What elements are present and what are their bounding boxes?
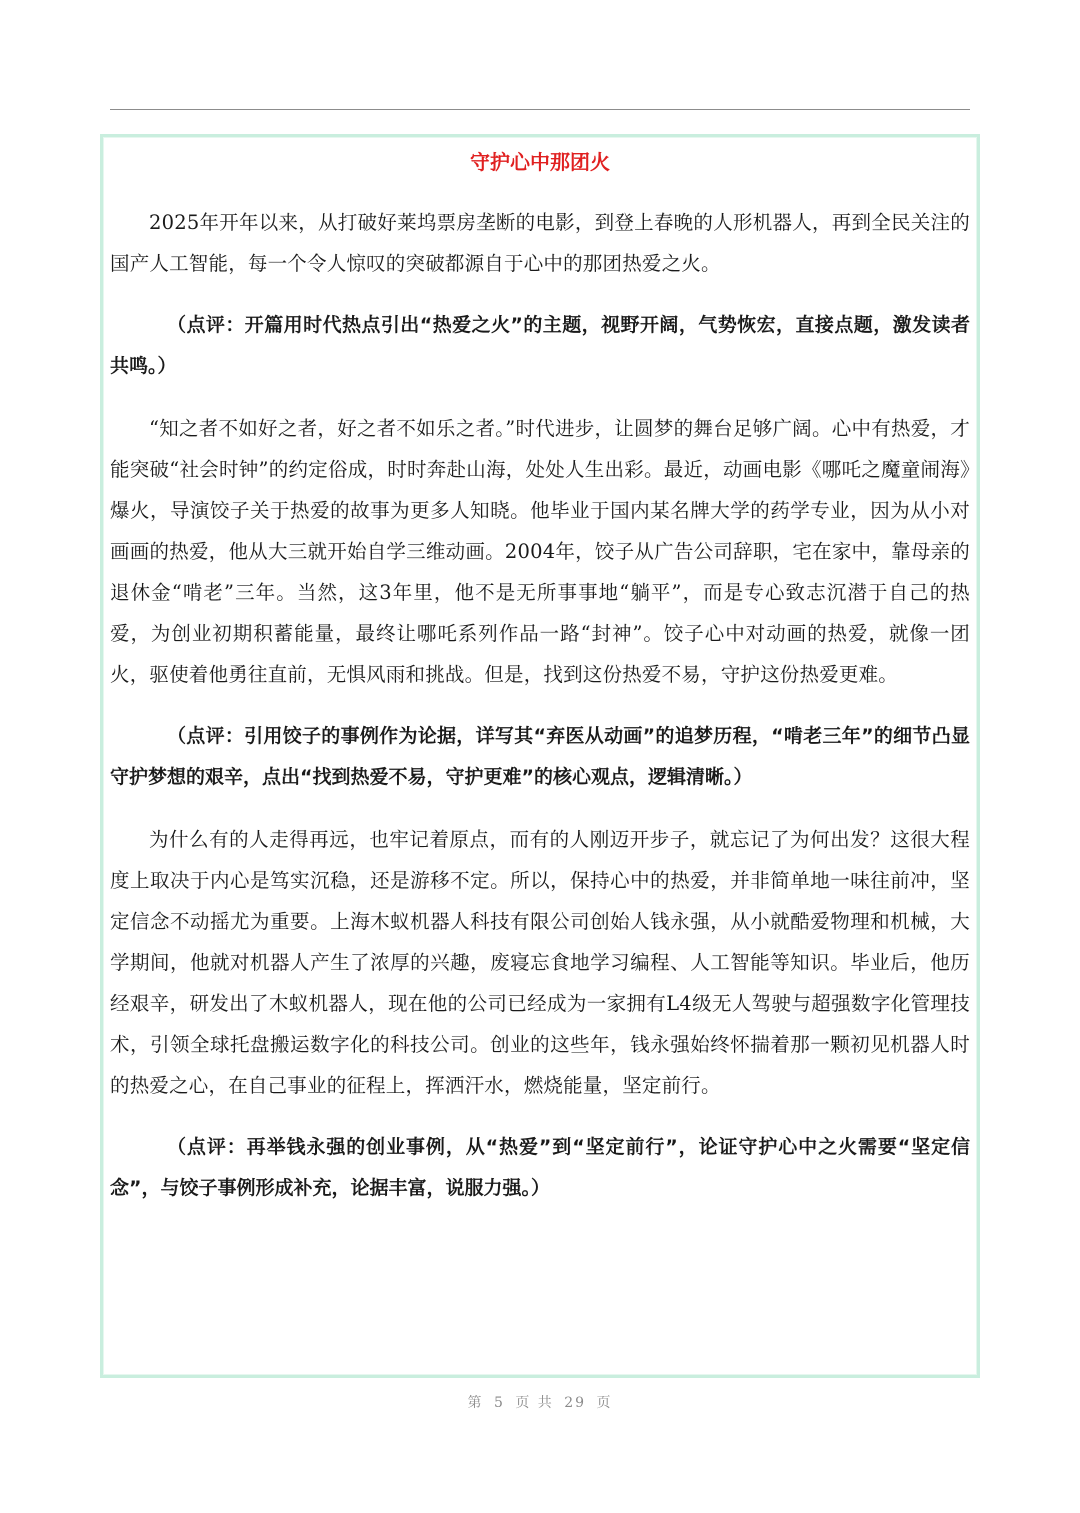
body-paragraph-3: 为什么有的人走得再远，也牢记着原点，而有的人刚迈开步子，就忘记了为何出发？这很大程度上取决于内心是笃实沉稳，还是游移不定。所以，保持心中的热爱，并非简单地一味往前冲，坚定信念不动摇尤为重要。上海木蚁机器人科技有限公司创始人钱永强，从小就酷爱物理和机械，大学期间，他就对机器人产生了浓厚的兴趣，废寝忘食地学习编程、人工智能等知识。毕业后，他历经艰辛，研发出了木蚁机器人，现在他的公司已经成为一家拥有L4级无人驾驶与超强数字化管理技术，引领全球托盘搬运数字化的科技公司。创业的这些年，钱永强始终怀揣着那一颗初见机器人时的热爱之心，在自己事业的征程上，挥洒汗水，燃烧能量，坚定前行。 [110,828,970,1097]
footer-middle: 页 共 [515,1395,554,1411]
page-footer [0,1392,1080,1412]
comment-paragraph-2: （点评：引用饺子的事例作为论据，详写其“弃医从动画”的追梦历程，“啃老三年”的细节凸显守护梦想的艰辛，点出“找到热爱不易，守护更难”的核心观点，逻辑清晰。） [110,725,970,788]
body-paragraph-1: 2025年开年以来，从打破好莱坞票房垄断的电影，到登上春晚的人形机器人，再到全民关注的国产人工智能，每一个令人惊叹的突破都源自于心中的那团热爱之火。 [110,211,970,275]
body-paragraph-2: “知之者不如好之者，好之者不如乐之者。”时代进步，让圆梦的舞台足够广阔。心中有热爱，才能突破“社会时钟”的约定俗成，时时奔赴山海，处处人生出彩。最近，动画电影《哪吒之魔童闹海》爆火，导演饺子关于热爱的故事为更多人知晓。他毕业于国内某名牌大学的药学专业，因为从小对画画的热爱，他从大三就开始自学三维动画。2004年，饺子从广告公司辞职，宅在家中，靠母亲的退休金“啃老”三年。当然，这3年里，他不是无所事事地“躺平”，而是专心致志沉潜于自己的热爱，为创业初期积蓄能量，最终让哪吒系列作品一路“封神”。饺子心中对动画的热爱，就像一团火，驱使着他勇往直前，无惧风雨和挑战。但是，找到这份热爱不易，守护这份热爱更难。 [110,417,970,686]
footer-suffix: 页 [596,1395,613,1411]
header-rule [110,109,970,110]
comment-paragraph-3: （点评：再举钱永强的创业事例，从“热爱”到“坚定前行”，论证守护心中之火需要“坚定信念”，与饺子事例形成补充，论据丰富，说服力强。） [110,1136,970,1199]
document-title: 守护心中那团火 [470,150,610,174]
footer-page-number: 5 [493,1395,505,1411]
document-body [110,140,970,1230]
footer-prefix: 第 [467,1395,484,1411]
footer-total-pages: 29 [564,1395,587,1411]
comment-paragraph-1: （点评：开篇用时代热点引出“热爱之火”的主题，视野开阔，气势恢宏，直接点题，激发读者共鸣。） [110,314,970,377]
